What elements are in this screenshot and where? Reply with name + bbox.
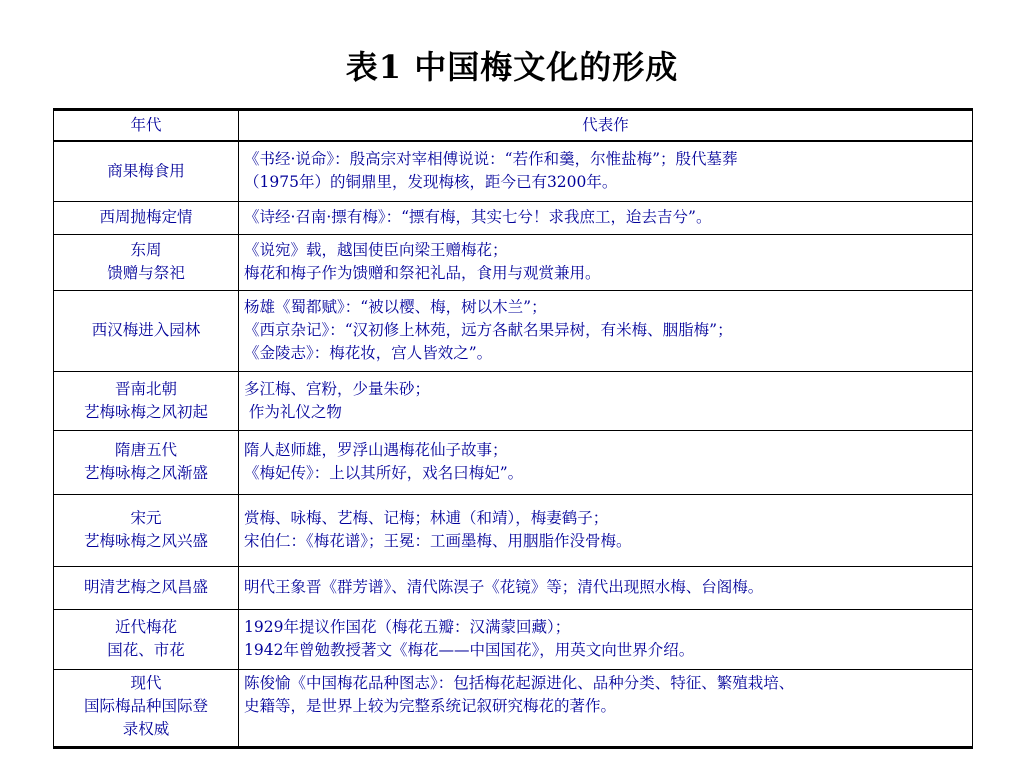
rep-text: 赏梅、咏梅、艺梅、记梅；林逋（和靖），梅妻鹤子；	[244, 509, 609, 527]
table-row	[54, 201, 973, 234]
era-cell	[54, 234, 239, 290]
representative-cell	[239, 371, 973, 430]
rep-text: 1929年提议作国花（梅花五瓣：汉满蒙回藏）；	[244, 618, 571, 636]
era-text: 宋元	[130, 509, 162, 527]
page-title: 表1 中国梅文化的形成	[345, 48, 679, 86]
rep-text: 《梅妃传》：上以其所好，戏名曰梅妃”。	[244, 464, 524, 482]
era-cell	[54, 430, 239, 494]
rep-text: 《西京杂记》：“汉初修上林苑，远方各献名果异树，有米梅、胭脂梅”；	[244, 321, 733, 339]
table-row	[54, 371, 973, 430]
representative-cell	[239, 141, 973, 201]
representative-cell	[239, 234, 973, 290]
rep-text: 梅花和梅子作为馈赠和祭祀礼品，食用与观赏兼用。	[244, 264, 601, 282]
era-cell	[54, 669, 239, 747]
table-row	[54, 669, 973, 747]
era-text: 国际梅品种国际登	[83, 696, 208, 715]
era-text: 国花、市花	[107, 641, 185, 659]
era-cell	[54, 494, 239, 566]
table-row	[54, 234, 973, 290]
era-text: 晋南北朝	[114, 379, 177, 398]
table-row	[54, 290, 973, 371]
rep-text: 作为礼仪之物	[244, 402, 342, 421]
era-cell	[54, 371, 239, 430]
table-row	[54, 609, 973, 669]
era-cell	[54, 201, 239, 234]
header-representative: 代表作	[239, 110, 973, 142]
table-row	[54, 430, 973, 494]
era-cell	[54, 566, 239, 609]
era-text: 艺梅咏梅之风初起	[83, 402, 208, 421]
representative-cell	[239, 494, 973, 566]
era-text: 馈赠与祭祀	[107, 264, 185, 282]
rep-text: 《书经·说命》：殷高宗对宰相傅说说：“若作和羹，尔惟盐梅”；殷代墓葬	[244, 150, 738, 169]
table-row	[54, 141, 973, 201]
rep-text: 史籍等，是世界上较为完整系统记叙研究梅花的著作。	[244, 696, 617, 715]
era-text: 艺梅咏梅之风渐盛	[83, 464, 208, 482]
era-cell	[54, 609, 239, 669]
era-text: 西汉梅进入园林	[91, 321, 201, 339]
era-text: 艺梅咏梅之风兴盛	[83, 532, 208, 550]
representative-cell	[239, 201, 973, 234]
rep-text: 1942年曾勉教授著文《梅花——中国国花》，用英文向世界介绍。	[244, 641, 695, 659]
rep-text: （1975年）的铜鼎里，发现梅核，距今已有3200年。	[244, 173, 618, 192]
rep-text: 多江梅、宫粉，少量朱砂；	[244, 379, 431, 398]
representative-cell	[239, 430, 973, 494]
era-text: 近代梅花	[114, 618, 177, 636]
era-cell	[54, 141, 239, 201]
table-row	[54, 566, 973, 609]
rep-text: 《说宛》载，越国使臣向梁王赠梅花；	[244, 241, 508, 259]
rep-text: 宋伯仁：《梅花谱》；王冕：工画墨梅、用胭脂作没骨梅。	[244, 532, 632, 550]
era-cell	[54, 290, 239, 371]
rep-text: 隋人赵师雄，罗浮山遇梅花仙子故事；	[244, 441, 508, 459]
era-text: 现代	[130, 673, 162, 692]
representative-cell	[239, 290, 973, 371]
rep-text: 陈俊愉《中国梅花品种图志》：包括梅花起源进化、品种分类、特征、繁殖栽培、	[244, 673, 795, 692]
rep-text: 《金陵志》：梅花妆，宫人皆效之”。	[244, 344, 493, 362]
representative-cell	[239, 609, 973, 669]
header-era: 年代	[54, 110, 239, 142]
era-text: 明清艺梅之风昌盛	[83, 578, 208, 596]
culture-table	[53, 108, 973, 749]
representative-cell	[239, 669, 973, 747]
rep-text: 明代王象晋《群芳谱》、清代陈淏子《花镜》等；清代出现照水梅、台阁梅。	[244, 578, 764, 596]
era-text: 隋唐五代	[114, 441, 177, 459]
era-text: 西周抛梅定情	[99, 208, 193, 226]
representative-cell	[239, 566, 973, 609]
era-text: 东周	[130, 241, 162, 259]
era-text: 商果梅食用	[107, 161, 185, 180]
rep-text: 《诗经·召南·摽有梅》：“摽有梅，其实七兮！求我庶工，迨去吉兮”。	[244, 208, 712, 226]
table-row	[54, 494, 973, 566]
table-header-row	[54, 110, 973, 142]
rep-text: 杨雄《蜀都赋》：“被以樱、梅，树以木兰”；	[244, 298, 547, 316]
era-text: 录权威	[122, 719, 170, 738]
